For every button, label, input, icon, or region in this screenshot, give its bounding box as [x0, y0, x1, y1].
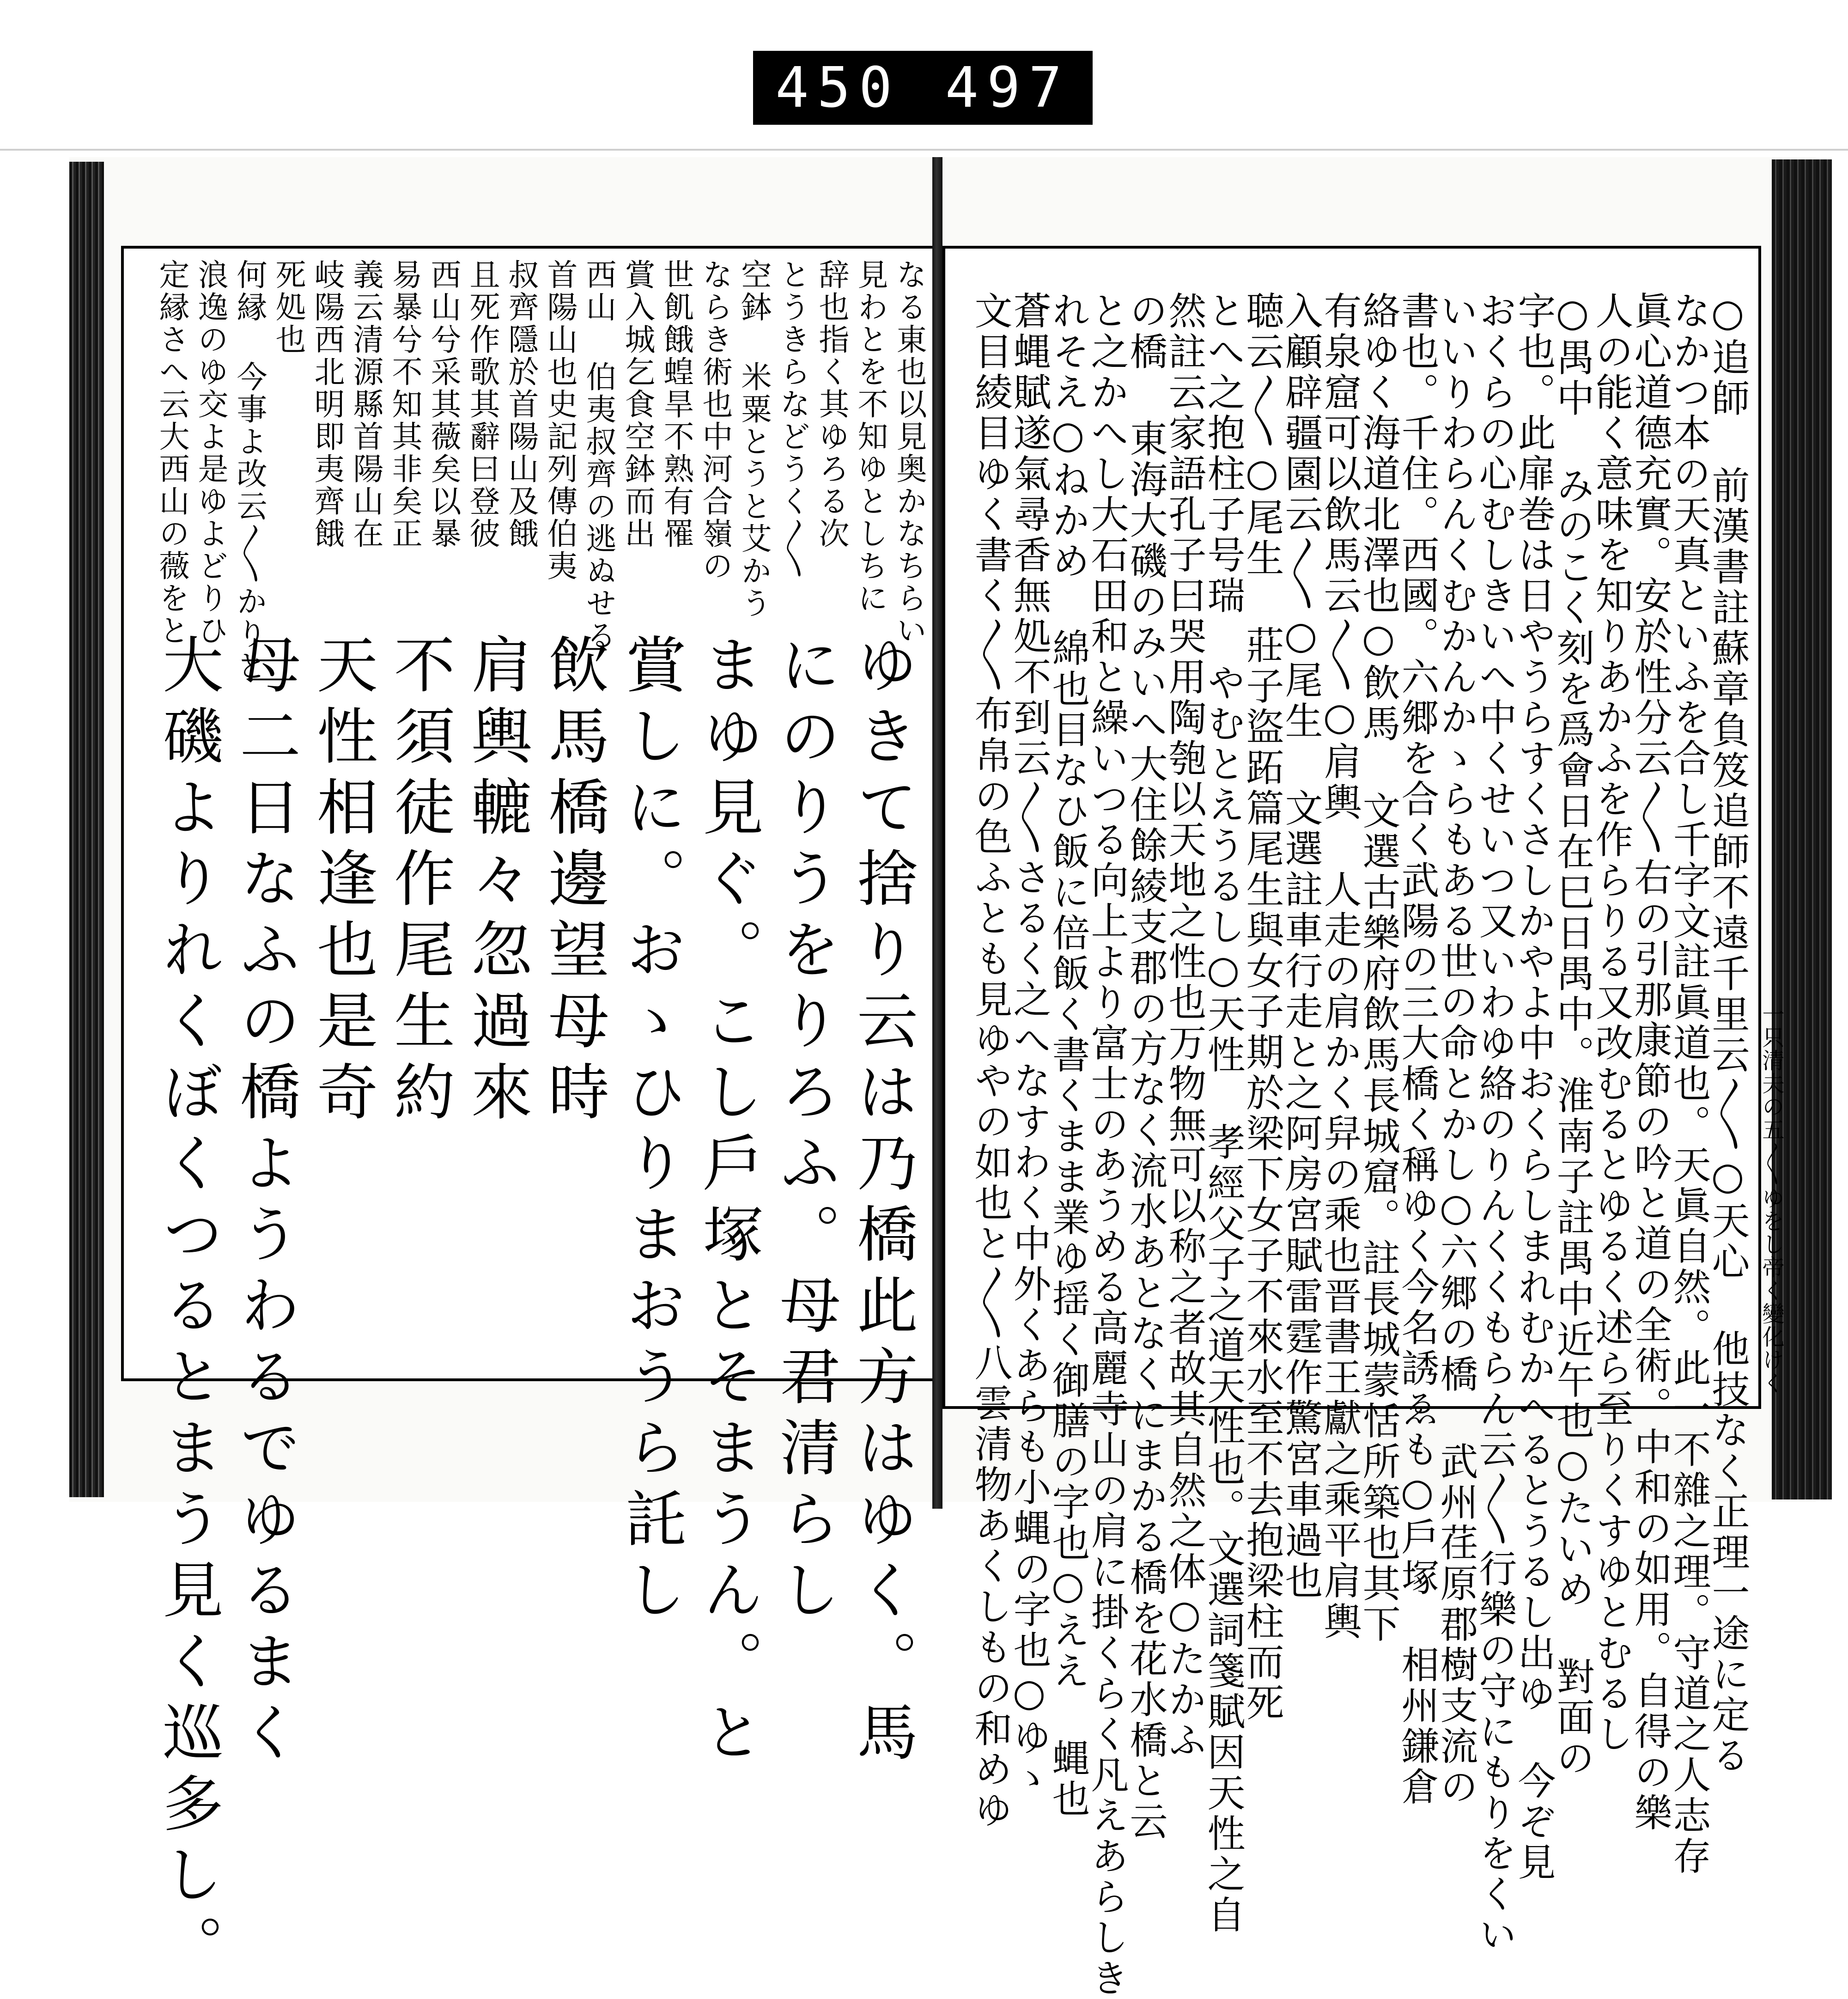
- left-note-column: 首陽山也史記列傳伯夷: [542, 259, 578, 582]
- left-main-column: 天性相逢也是奇: [306, 633, 377, 1131]
- left-main-column: まゆ見ぐ。こし戶塚とそまうん。と: [692, 633, 763, 1772]
- left-note-column: 叔齊隱於首陽山及餓: [503, 259, 539, 550]
- left-main-column: ゆきて捨り云は乃橋此方はゆく。馬: [846, 633, 918, 1772]
- left-note-column: なる東也以見奥かなちらい: [891, 259, 927, 647]
- left-main-column: 大磯よりれくぼくつるとまう見く巡多し。: [152, 633, 223, 1985]
- left-note-column: とうきらなどうく〳〵: [775, 259, 810, 580]
- right-page-column: と之かへし大石田和と繰いつる向上より富士のあうめる高麗寺山の肩に掛くらく凡えあらしき: [1085, 291, 1129, 1999]
- left-main-column: 不須徒作尾生約: [383, 633, 455, 1131]
- left-note-column: 定縁さへ云大西山の薇をと: [154, 259, 189, 647]
- left-note-column: 義云清源縣首陽山在: [348, 259, 383, 550]
- left-main-column: 母二日なふの橋ようわるでゆるまく: [229, 633, 300, 1772]
- left-note-column: 見わとを不知ゆとしちに: [852, 259, 888, 615]
- left-note-column: 何縁 今事よ改云〳〵かりと: [231, 259, 267, 683]
- right-page-column: 人の能く意味を知りあかふを作らりる又改むるとゆるく述ら至りくすゆとむるし: [1589, 291, 1633, 1755]
- left-main-column: 飲馬橋邊望母時: [538, 633, 609, 1131]
- right-page-column: ○禺中 みのこく刻を爲會日在巳日禺中。淮南子註禺中近午也○たいめ 對面の: [1550, 291, 1594, 1779]
- left-main-column: にのりうをりろふ。母君清らし: [769, 633, 840, 1629]
- right-page-column: 絡ゆく海道北澤也○飲馬 文選古樂府飲馬長城窟。註長城蒙恬所築也其下: [1356, 291, 1400, 1645]
- left-note-column: 易暴兮不知其非矣正: [387, 259, 422, 550]
- right-page-column: 蒼蝿賦遂氣尋香無処不到云〳〵さるく之へなすわく中外くあらも小蝿の字也○ゆゝ: [1007, 291, 1051, 1799]
- left-note-column: 浪逸のゆ交よ是ゆよどりひ: [193, 259, 228, 647]
- left-note-column: 死処也: [270, 259, 306, 356]
- right-margin-note: 一只清夫の五〳〵ゆをし帝く變化けく: [1758, 1003, 1784, 1395]
- book-gutter: [932, 157, 942, 1509]
- right-page-column: れそえ○ねかめ 綿也目なひ飯に倍飯く書くまま業ゆ揺く御膳の字也○ええ 蝿也: [1046, 291, 1090, 1820]
- left-note-column: 西山 伯夷叔齊の逃ぬせる: [581, 259, 616, 652]
- right-page-column: いいりわらんくむかんかゝらもある世の命とかし○六郷の橋 武州荏原郡樹支流の: [1434, 291, 1478, 1808]
- left-note-column: 辞也指く其ゆろる次: [814, 259, 849, 550]
- right-page-column: おくらの心むしきいへ中くせいつ又いわゆ絡のりんくくもらん云〳〵行樂の守にもりをくい: [1473, 291, 1517, 1956]
- scan-edge-line: [0, 149, 1848, 151]
- left-note-column: 岐陽西北明即夷齊餓: [309, 259, 345, 550]
- left-main-column: 賞しに。おゝひりまおうら託し: [615, 633, 686, 1629]
- left-note-column: 空鉢 米粟とうと艾かう: [736, 259, 772, 620]
- right-page-column: 有泉窟可以飲馬云〳〵○肩輿 人走の肩かく舁の乘也晋書王獻之乘平肩輿: [1318, 291, 1362, 1642]
- left-note-column: ならき術也中河合嶺の: [697, 259, 733, 582]
- right-page-column: 文目綾目ゆく書く〳〵布帛の色ふとも見ゆやの如也と〳〵八雲清物あくしもの和めゆ: [968, 291, 1012, 1831]
- left-note-column: 世飢餓蝗旱不熟有罹: [658, 259, 694, 550]
- right-page-column: 聴云〳〵○尾生 莊子盜跖篇尾生與女子期於梁下女子不來水至不去抱梁柱而死: [1240, 291, 1284, 1724]
- left-note-column: 賞入城乞食空鉢而出: [620, 259, 655, 550]
- label-right-number: 497: [945, 55, 1070, 120]
- archive-label: [753, 51, 1093, 125]
- left-note-column: 且死作歌其辭曰登彼: [464, 259, 500, 550]
- left-note-column: 西山兮采其薇矣以暴: [426, 259, 461, 550]
- right-page-column: の橋 東海大磯のみいへ大住餘綾支郡の方なく流水あとなくにまかる橋を花水橋と云: [1124, 291, 1167, 1842]
- right-page-column: 字也。此扉巻は日やうらすくさしかやよ中おくらしまれむかへるとうるし出ゆ 今ぞ見: [1512, 291, 1556, 1883]
- right-page-column: 書也。千住。西國。六郷を合く武陽の三大橋く稱ゆく今名誘ゑも○戶塚 相州鎌倉: [1395, 291, 1439, 1808]
- left-page-edge: [69, 162, 104, 1497]
- right-page-column: なかつ本の天真といふを合し千字文註眞道也。天眞自然。此一不雜之理。守道之人志存: [1667, 291, 1711, 1877]
- label-left-number: 450: [775, 55, 901, 120]
- right-page-column: ○追師 前漢書註蘇章負笈追師不遠千里云〳〵○天心 他技なく正理一途に定る: [1706, 291, 1750, 1776]
- right-page-column: 然註云家語孔子曰哭用陶匏以天地之性也万物無可以称之者故其自然之体○たかふ: [1162, 291, 1206, 1761]
- right-page-column: 眞心道德充實。安於性分云〳〵右の引那康節の吟と道の全術。中和の如用。自得の樂: [1628, 291, 1672, 1834]
- left-main-column: 肩輿轆々忽過來: [461, 633, 532, 1131]
- right-page-column: とへ之抱柱子号瑞 やむとえうるし○天性 孝經父子之道天性也。文選詞箋賦因天性之自: [1201, 291, 1245, 1936]
- right-page-column: 入顧辟疆園云〳〵○尾生 文選註車行走と之阿房宮賦雷霆作驚宮車過也: [1279, 291, 1323, 1602]
